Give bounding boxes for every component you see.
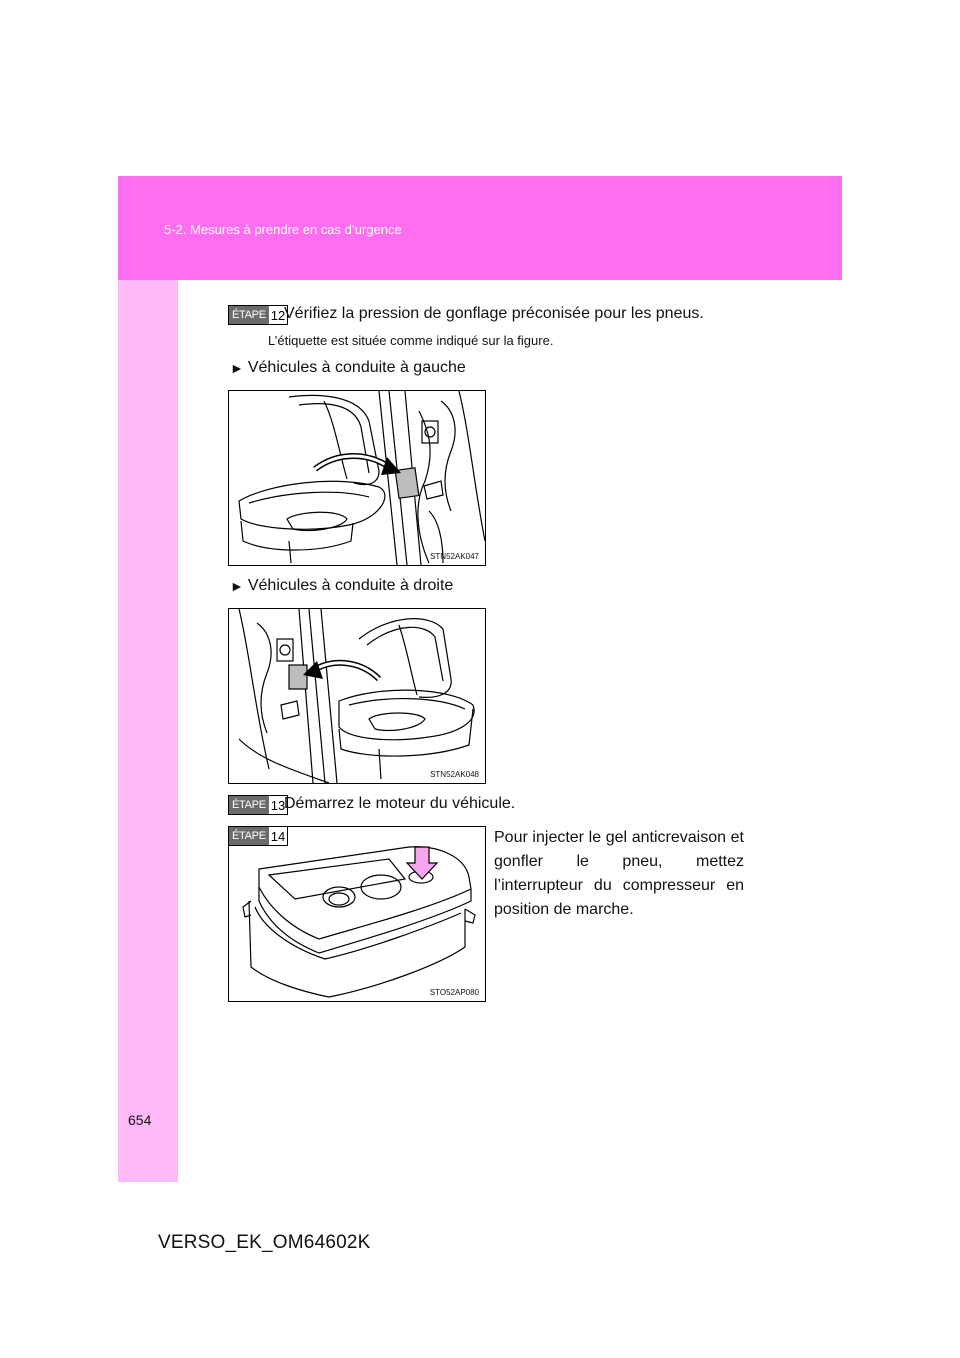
step-badge-number: 14 — [270, 828, 286, 844]
step-badge-number: 12 — [270, 307, 286, 323]
figure-right-hand-drive — [228, 608, 486, 784]
side-band — [118, 280, 178, 1182]
variant-right-text: Véhicules à conduite à droite — [247, 577, 454, 594]
variant-left-heading — [230, 359, 466, 377]
step-badge-number: 13 — [270, 797, 286, 813]
step-14-text: Pour injecter le gel anticrevaison et gonfler le pneu, mettez l’interrupteur du compresseur en position de marche. — [494, 829, 744, 918]
figure-code: STO52AP080 — [429, 988, 479, 997]
footer-code: VERSO_EK_OM64602K — [158, 1232, 371, 1253]
figure-left-hand-drive — [228, 390, 486, 566]
page-number: 654 — [128, 1112, 152, 1128]
step-badge-label: ÉTAPE — [229, 827, 269, 845]
variant-right-heading — [230, 577, 453, 595]
figure-code: STN52AK047 — [430, 552, 479, 561]
step-12-badge — [228, 305, 288, 325]
step-12-note: L’étiquette est située comme indiqué sur la figure. — [268, 333, 554, 348]
compressor-illustration — [229, 827, 485, 1001]
step-badge-label: ÉTAPE — [229, 306, 269, 324]
variant-left-text: Véhicules à conduite à gauche — [247, 359, 466, 376]
section-title: 5-2. Mesures à prendre en cas d’urgence — [164, 222, 402, 237]
step-13-badge — [228, 795, 288, 815]
triangle-marker-icon: ► — [230, 360, 244, 376]
seat-door-illustration — [229, 391, 485, 565]
step-badge-label: ÉTAPE — [229, 796, 269, 814]
step-12-text: Vérifiez la pression de gonflage préconisée pour les pneus. — [284, 305, 704, 322]
figure-compressor — [228, 826, 486, 1002]
figure-code: STN52AK048 — [430, 770, 479, 779]
step-14-badge — [229, 827, 288, 846]
step-13-text: Démarrez le moteur du véhicule. — [284, 795, 516, 812]
triangle-marker-icon: ► — [230, 578, 244, 594]
seat-door-illustration — [229, 609, 485, 783]
